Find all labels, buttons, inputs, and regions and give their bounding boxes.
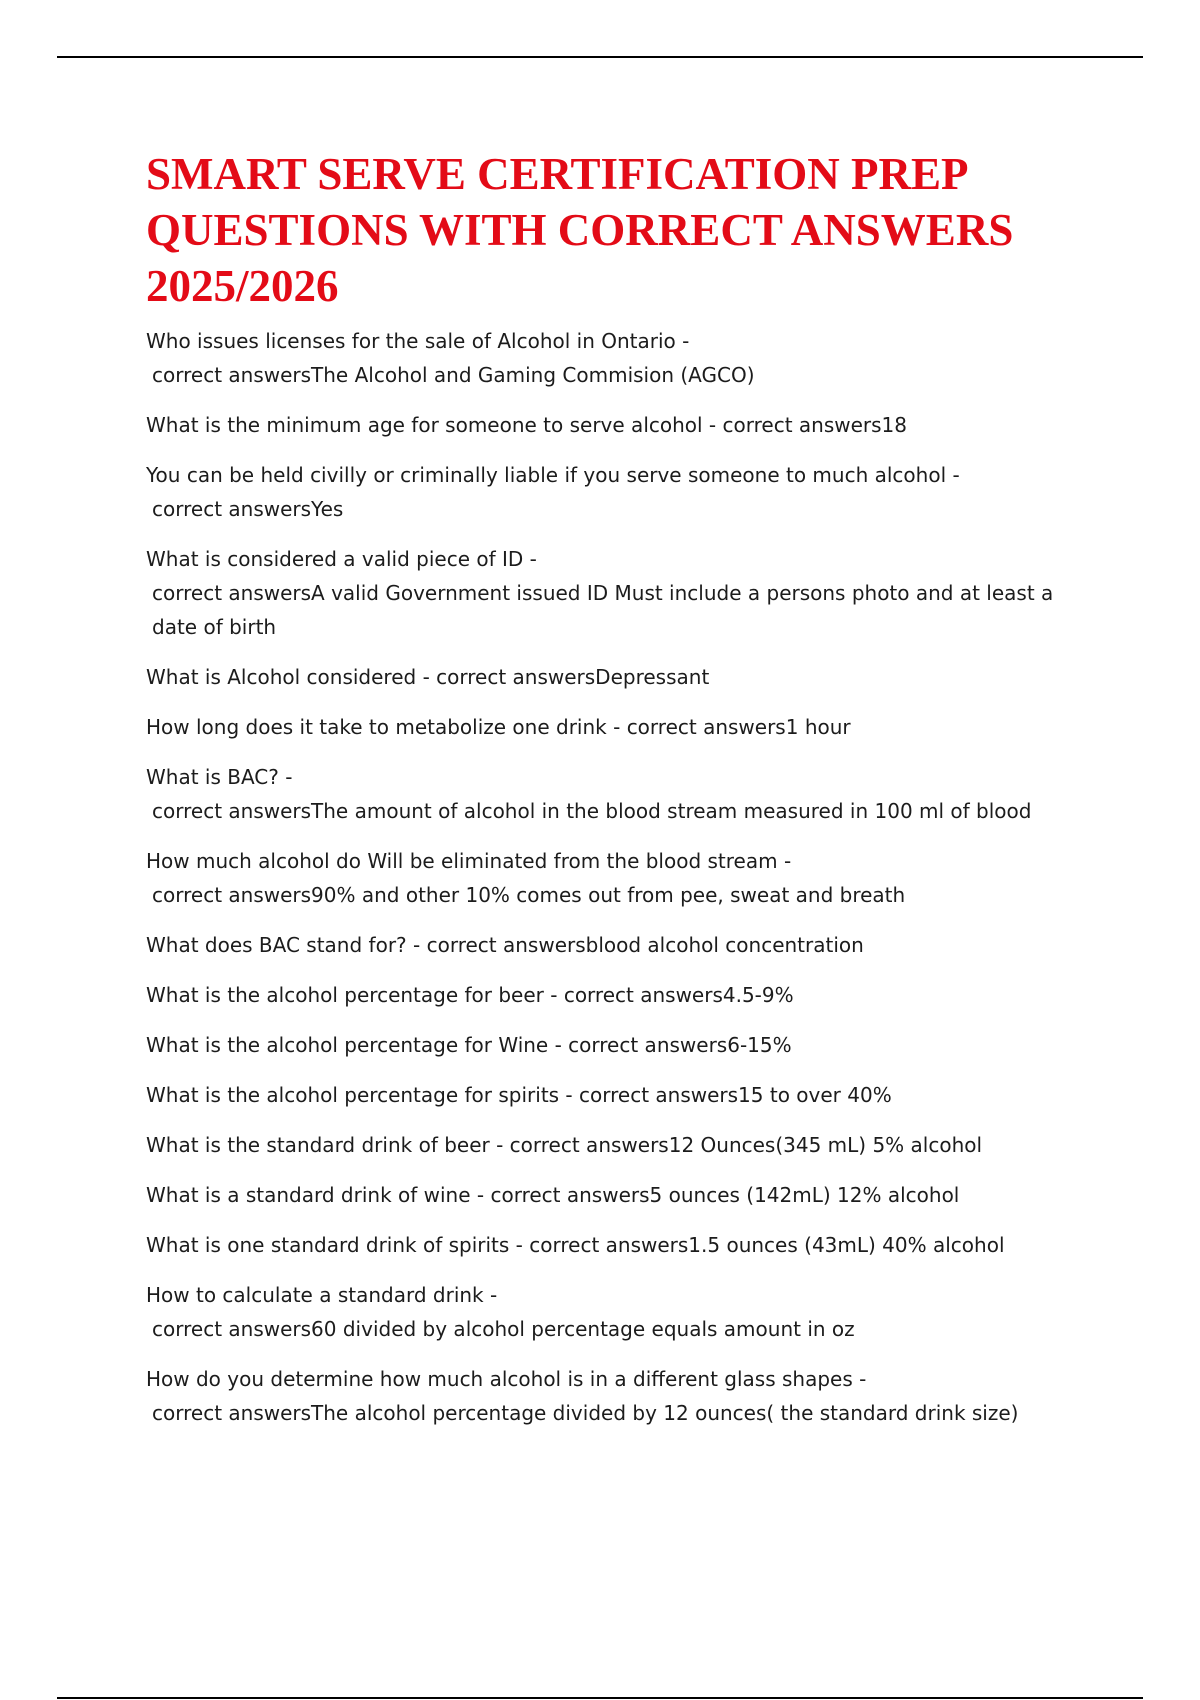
qa-item-12 <box>146 1078 1066 1112</box>
question: What is BAC? - <box>146 765 293 789</box>
question: How to calculate a standard drink - <box>146 1283 498 1307</box>
question: What is considered a valid piece of ID - <box>146 547 537 571</box>
question: How do you determine how much alcohol is in a different glass shapes - <box>146 1367 867 1391</box>
answer: correct answersThe Alcohol and Gaming Commision (AGCO) <box>152 363 755 387</box>
answer: correct answersYes <box>152 497 344 521</box>
document-body <box>146 146 1066 1446</box>
answer: correct answers1 hour <box>626 715 851 739</box>
qa-item-3 <box>146 458 1066 526</box>
answer: correct answersThe amount of alcohol in the blood stream measured in 100 ml of blood <box>152 799 1032 823</box>
answer: correct answersThe alcohol percentage divided by 12 ounces( the standard drink size) <box>152 1401 1019 1425</box>
answer: correct answers1.5 ounces (43mL) 40% alcohol <box>529 1233 1005 1257</box>
qa-item-9 <box>146 928 1066 962</box>
qa-item-8 <box>146 844 1066 912</box>
answer: correct answers60 divided by alcohol percentage equals amount in oz <box>152 1317 855 1341</box>
question: What is the alcohol percentage for beer - <box>146 983 564 1007</box>
qa-item-16 <box>146 1278 1066 1346</box>
document-title: SMART SERVE CERTIFICATION PREP QUESTIONS WITH CORRECT ANSWERS 2025/2026 <box>146 149 1014 311</box>
qa-item-6 <box>146 710 1066 744</box>
question: What does BAC stand for? - <box>146 933 427 957</box>
answer: correct answers4.5-9% <box>563 983 794 1007</box>
qa-item-4 <box>146 542 1066 644</box>
qa-item-5 <box>146 660 1066 694</box>
question: What is the alcohol percentage for Wine - <box>146 1033 569 1057</box>
qa-item-7 <box>146 760 1066 828</box>
question: What is a standard drink of wine - <box>146 1183 491 1207</box>
question: What is the minimum age for someone to serve alcohol - <box>146 413 723 437</box>
question: What is one standard drink of spirits - <box>146 1233 530 1257</box>
question: You can be held civilly or criminally liable if you serve someone to much alcohol - <box>146 463 960 487</box>
qa-item-15 <box>146 1228 1066 1262</box>
qa-item-2 <box>146 408 1066 442</box>
answer: correct answers90% and other 10% comes out from pee, sweat and breath <box>152 883 906 907</box>
answer: correct answers18 <box>722 413 908 437</box>
answer: correct answersDepressant <box>436 665 710 689</box>
answer: correct answersA valid Government issued ID Must include a persons photo and at least a date of birth <box>152 581 1054 639</box>
answer: correct answers5 ounces (142mL) 12% alcohol <box>490 1183 960 1207</box>
question: Who issues licenses for the sale of Alcohol in Ontario - <box>146 329 690 353</box>
qa-item-17 <box>146 1362 1066 1430</box>
question: How long does it take to metabolize one drink - <box>146 715 627 739</box>
answer: correct answers6-15% <box>568 1033 792 1057</box>
qa-item-1 <box>146 324 1066 392</box>
top-rule <box>57 56 1143 58</box>
qa-item-14 <box>146 1178 1066 1212</box>
qa-item-10 <box>146 978 1066 1012</box>
answer: correct answers12 Ounces(345 mL) 5% alcohol <box>509 1133 983 1157</box>
qa-item-11 <box>146 1028 1066 1062</box>
question: What is the alcohol percentage for spirits - <box>146 1083 580 1107</box>
answer: correct answersblood alcohol concentration <box>426 933 864 957</box>
qa-item-13 <box>146 1128 1066 1162</box>
question: How much alcohol do Will be eliminated from the blood stream - <box>146 849 792 873</box>
bottom-rule <box>57 1697 1143 1699</box>
question: What is the standard drink of beer - <box>146 1133 510 1157</box>
answer: correct answers15 to over 40% <box>579 1083 892 1107</box>
question: What is Alcohol considered - <box>146 665 437 689</box>
